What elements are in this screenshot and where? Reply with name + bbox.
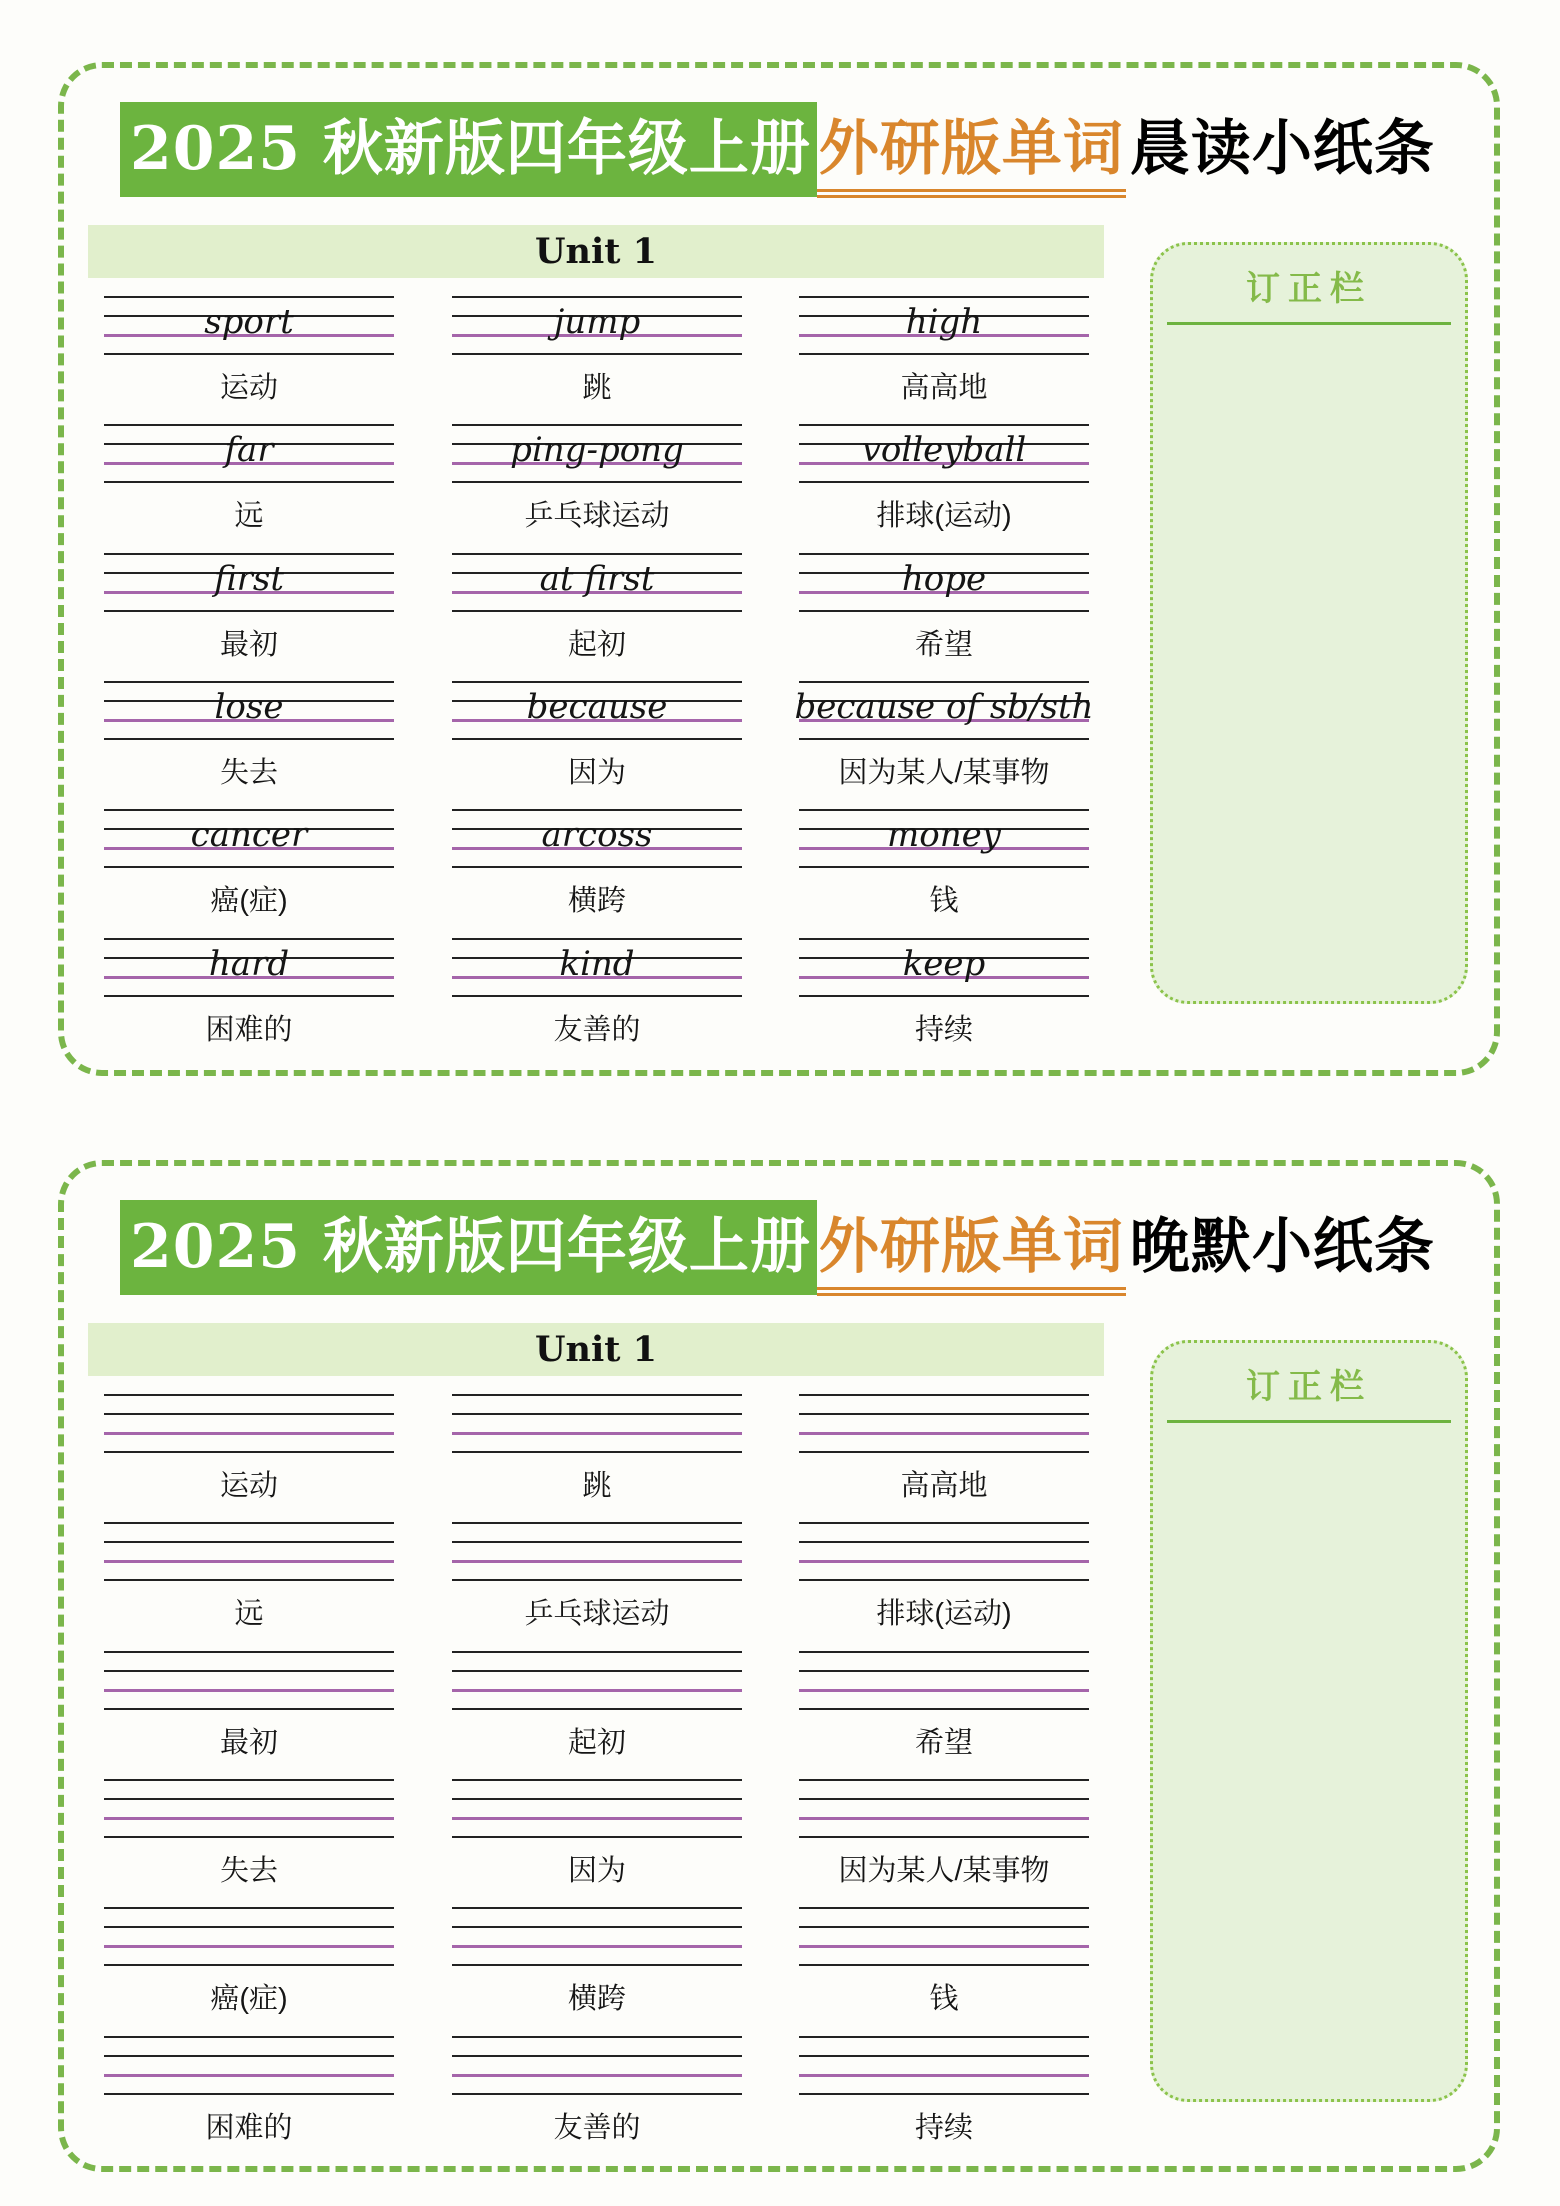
word-cell: [799, 1907, 1089, 2019]
writing-guide-line: [799, 1394, 1089, 1396]
writing-guide-line: [452, 1413, 742, 1415]
correction-box-title: 订正栏: [1246, 269, 1372, 309]
chinese-translation: 最初: [219, 629, 278, 661]
chinese-translation: 友善的: [553, 2112, 641, 2144]
writing-guide-line: [452, 1926, 742, 1928]
writing-guide-line: [104, 1798, 394, 1800]
word-cell: [799, 424, 1089, 536]
word-cell: [104, 1651, 394, 1763]
writing-guide-line: [452, 1541, 742, 1543]
writing-guide-line: [104, 1708, 394, 1710]
word-cell: [799, 296, 1089, 408]
word-cell: [452, 296, 742, 408]
writing-guide-line: [452, 1708, 742, 1710]
word-cell: [799, 2036, 1089, 2148]
chinese-translation: 运动: [219, 1470, 278, 1502]
writing-guide-line: [799, 738, 1089, 740]
writing-guide-line: [452, 866, 742, 868]
chinese-translation: 远: [234, 500, 264, 532]
english-word: jump: [553, 302, 641, 342]
chinese-translation: 困难的: [205, 1014, 293, 1046]
word-cell: [104, 1394, 394, 1506]
writing-guide-line: [452, 2036, 742, 2038]
writing-guide-line: [104, 1451, 394, 1453]
writing-guide-line: [452, 1836, 742, 1838]
chinese-translation: 友善的: [553, 1014, 641, 1046]
english-word: lose: [214, 687, 284, 727]
writing-guide-line: [104, 610, 394, 612]
title-edition-segment: 外研版单词: [817, 102, 1126, 198]
title-type-segment: 晚默小纸条: [1129, 1212, 1435, 1282]
chinese-translation: 钱: [929, 885, 959, 917]
chinese-translation: 最初: [219, 1727, 278, 1759]
writing-guide-line: [799, 1798, 1089, 1800]
title-grade-segment: 2025 秋新版四年级上册: [120, 102, 817, 197]
title-type-segment: 晨读小纸条: [1129, 114, 1435, 184]
writing-guide-line: [104, 738, 394, 740]
writing-guide-line: [104, 1579, 394, 1581]
writing-guide-line: [452, 353, 742, 355]
writing-guide-line: [452, 2055, 742, 2057]
writing-guide-line: [104, 1651, 394, 1653]
word-cell: [452, 1651, 742, 1763]
word-cell: [452, 1522, 742, 1634]
writing-guide-line: [799, 610, 1089, 612]
writing-baseline-guide: [104, 1432, 394, 1435]
writing-guide-line: [104, 995, 394, 997]
chinese-translation: 困难的: [205, 2112, 293, 2144]
writing-baseline-guide: [104, 2074, 394, 2077]
word-cell: [104, 681, 394, 793]
word-cell: [794, 681, 1094, 793]
evening-dictation-card: [58, 1160, 1500, 2172]
english-word: hope: [901, 559, 987, 599]
writing-guide-line: [799, 2055, 1089, 2057]
word-cell: [452, 424, 742, 536]
writing-baseline-guide: [452, 1432, 742, 1435]
writing-guide-line: [799, 1522, 1089, 1524]
correction-box-divider: [1167, 322, 1451, 325]
correction-box-divider: [1167, 1420, 1451, 1423]
chinese-translation: 乒乓球运动: [524, 1598, 670, 1630]
word-cell: [104, 1779, 394, 1891]
english-word: far: [224, 430, 274, 470]
writing-guide-line: [799, 353, 1089, 355]
writing-baseline-guide: [452, 1945, 742, 1948]
writing-guide-line: [104, 1779, 394, 1781]
writing-guide-line: [799, 1579, 1089, 1581]
word-cell: [104, 1522, 394, 1634]
english-word: keep: [902, 944, 986, 984]
writing-guide-line: [799, 481, 1089, 483]
writing-baseline-guide: [799, 1432, 1089, 1435]
writing-guide-line: [452, 1394, 742, 1396]
writing-guide-line: [104, 2055, 394, 2057]
writing-guide-line: [452, 1579, 742, 1581]
writing-guide-line: [799, 1926, 1089, 1928]
writing-guide-line: [799, 2036, 1089, 2038]
writing-guide-line: [104, 1394, 394, 1396]
chinese-translation: 排球(运动): [876, 500, 1012, 532]
writing-baseline-guide: [799, 1689, 1089, 1692]
writing-guide-line: [104, 1670, 394, 1672]
chinese-translation: 失去: [219, 757, 278, 789]
writing-guide-line: [104, 353, 394, 355]
word-cell: [799, 938, 1089, 1050]
chinese-translation: 乒乓球运动: [524, 500, 670, 532]
chinese-translation: 希望: [914, 1727, 973, 1759]
english-word: at first: [539, 559, 655, 599]
english-word: ping-pong: [510, 430, 684, 470]
word-cell: [452, 809, 742, 921]
chinese-translation: 持续: [914, 1014, 973, 1046]
word-cell: [452, 681, 742, 793]
writing-guide-line: [799, 1413, 1089, 1415]
chinese-translation: 跳: [582, 1470, 612, 1502]
writing-baseline-guide: [452, 1689, 742, 1692]
writing-guide-line: [799, 1836, 1089, 1838]
writing-guide-line: [799, 1451, 1089, 1453]
word-cell: [452, 1907, 742, 2019]
unit-label: Unit 1: [535, 1329, 657, 1370]
chinese-translation: 排球(运动): [876, 1598, 1012, 1630]
writing-guide-line: [104, 481, 394, 483]
writing-guide-line: [104, 1964, 394, 1966]
writing-guide-line: [799, 1708, 1089, 1710]
english-word: hard: [208, 944, 290, 984]
word-cell: [104, 1907, 394, 2019]
writing-guide-line: [799, 2093, 1089, 2095]
correction-box: [1150, 1340, 1468, 2102]
word-cell: [799, 1394, 1089, 1506]
english-word: arcoss: [541, 815, 653, 855]
chinese-translation: 持续: [914, 2112, 973, 2144]
word-cell: [799, 809, 1089, 921]
writing-guide-line: [104, 1522, 394, 1524]
writing-guide-line: [452, 1798, 742, 1800]
chinese-translation: 起初: [567, 629, 626, 661]
writing-guide-line: [799, 1651, 1089, 1653]
word-cell: [799, 553, 1089, 665]
title-grade-segment: 2025 秋新版四年级上册: [120, 1200, 817, 1295]
word-cell: [452, 553, 742, 665]
chinese-translation: 钱: [929, 1983, 959, 2015]
writing-baseline-guide: [799, 1945, 1089, 1948]
word-cell: [799, 1651, 1089, 1763]
writing-guide-line: [104, 1836, 394, 1838]
chinese-translation: 高高地: [900, 372, 988, 404]
writing-baseline-guide: [104, 1560, 394, 1563]
writing-guide-line: [104, 2036, 394, 2038]
writing-guide-line: [452, 2093, 742, 2095]
word-cell: [104, 809, 394, 921]
writing-guide-line: [452, 1651, 742, 1653]
writing-guide-line: [452, 1964, 742, 1966]
writing-guide-line: [104, 2093, 394, 2095]
chinese-translation: 因为: [567, 757, 626, 789]
writing-baseline-guide: [799, 1817, 1089, 1820]
writing-guide-line: [799, 866, 1089, 868]
writing-guide-line: [799, 1964, 1089, 1966]
english-word: high: [905, 302, 983, 342]
chinese-translation: 因为某人/某事物: [838, 1855, 1050, 1887]
chinese-translation: 因为: [567, 1855, 626, 1887]
writing-baseline-guide: [104, 1817, 394, 1820]
chinese-translation: 失去: [219, 1855, 278, 1887]
writing-guide-line: [452, 1779, 742, 1781]
chinese-translation: 横跨: [567, 1983, 626, 2015]
writing-guide-line: [104, 1907, 394, 1909]
writing-guide-line: [799, 1779, 1089, 1781]
word-cell: [799, 1779, 1089, 1891]
morning-reading-card: [58, 62, 1500, 1076]
word-cell: [452, 1779, 742, 1891]
writing-guide-line: [799, 1541, 1089, 1543]
word-cell: [452, 2036, 742, 2148]
writing-guide-line: [104, 1413, 394, 1415]
word-cell: [452, 938, 742, 1050]
chinese-translation: 远: [234, 1598, 264, 1630]
writing-guide-line: [452, 610, 742, 612]
chinese-translation: 起初: [567, 1727, 626, 1759]
english-word: because of sb/sth: [794, 687, 1094, 727]
chinese-translation: 跳: [582, 372, 612, 404]
writing-guide-line: [452, 1522, 742, 1524]
chinese-translation: 癌(症): [210, 885, 288, 917]
correction-box: [1150, 242, 1468, 1004]
english-word: volleyball: [861, 430, 1027, 470]
writing-guide-line: [799, 1907, 1089, 1909]
word-cell: [104, 2036, 394, 2148]
title-edition-segment: 外研版单词: [817, 1200, 1126, 1296]
writing-baseline-guide: [799, 2074, 1089, 2077]
writing-baseline-guide: [104, 1689, 394, 1692]
writing-baseline-guide: [104, 1945, 394, 1948]
word-cell: [104, 296, 394, 408]
writing-guide-line: [452, 481, 742, 483]
chinese-translation: 癌(症): [210, 1983, 288, 2015]
writing-guide-line: [452, 738, 742, 740]
writing-guide-line: [452, 1907, 742, 1909]
word-cell: [799, 1522, 1089, 1634]
writing-guide-line: [799, 1670, 1089, 1672]
writing-guide-line: [104, 1926, 394, 1928]
writing-baseline-guide: [452, 1817, 742, 1820]
english-word: sport: [204, 302, 294, 342]
chinese-translation: 运动: [219, 372, 278, 404]
english-word: money: [887, 815, 1001, 855]
word-cell: [104, 553, 394, 665]
writing-guide-line: [799, 995, 1089, 997]
writing-baseline-guide: [452, 1560, 742, 1563]
writing-guide-line: [452, 1670, 742, 1672]
english-word: kind: [559, 944, 635, 984]
writing-guide-line: [452, 1451, 742, 1453]
word-cell: [452, 1394, 742, 1506]
writing-guide-line: [104, 866, 394, 868]
writing-guide-line: [452, 995, 742, 997]
correction-box-title: 订正栏: [1246, 1367, 1372, 1407]
writing-guide-line: [104, 1541, 394, 1543]
writing-baseline-guide: [799, 1560, 1089, 1563]
chinese-translation: 希望: [914, 629, 973, 661]
chinese-translation: 高高地: [900, 1470, 988, 1502]
word-cell: [104, 424, 394, 536]
unit-label: Unit 1: [535, 231, 657, 272]
english-word: because: [526, 687, 668, 727]
chinese-translation: 横跨: [567, 885, 626, 917]
word-cell: [104, 938, 394, 1050]
chinese-translation: 因为某人/某事物: [838, 757, 1050, 789]
english-word: first: [213, 559, 285, 599]
writing-baseline-guide: [452, 2074, 742, 2077]
english-word: cancer: [190, 815, 308, 855]
